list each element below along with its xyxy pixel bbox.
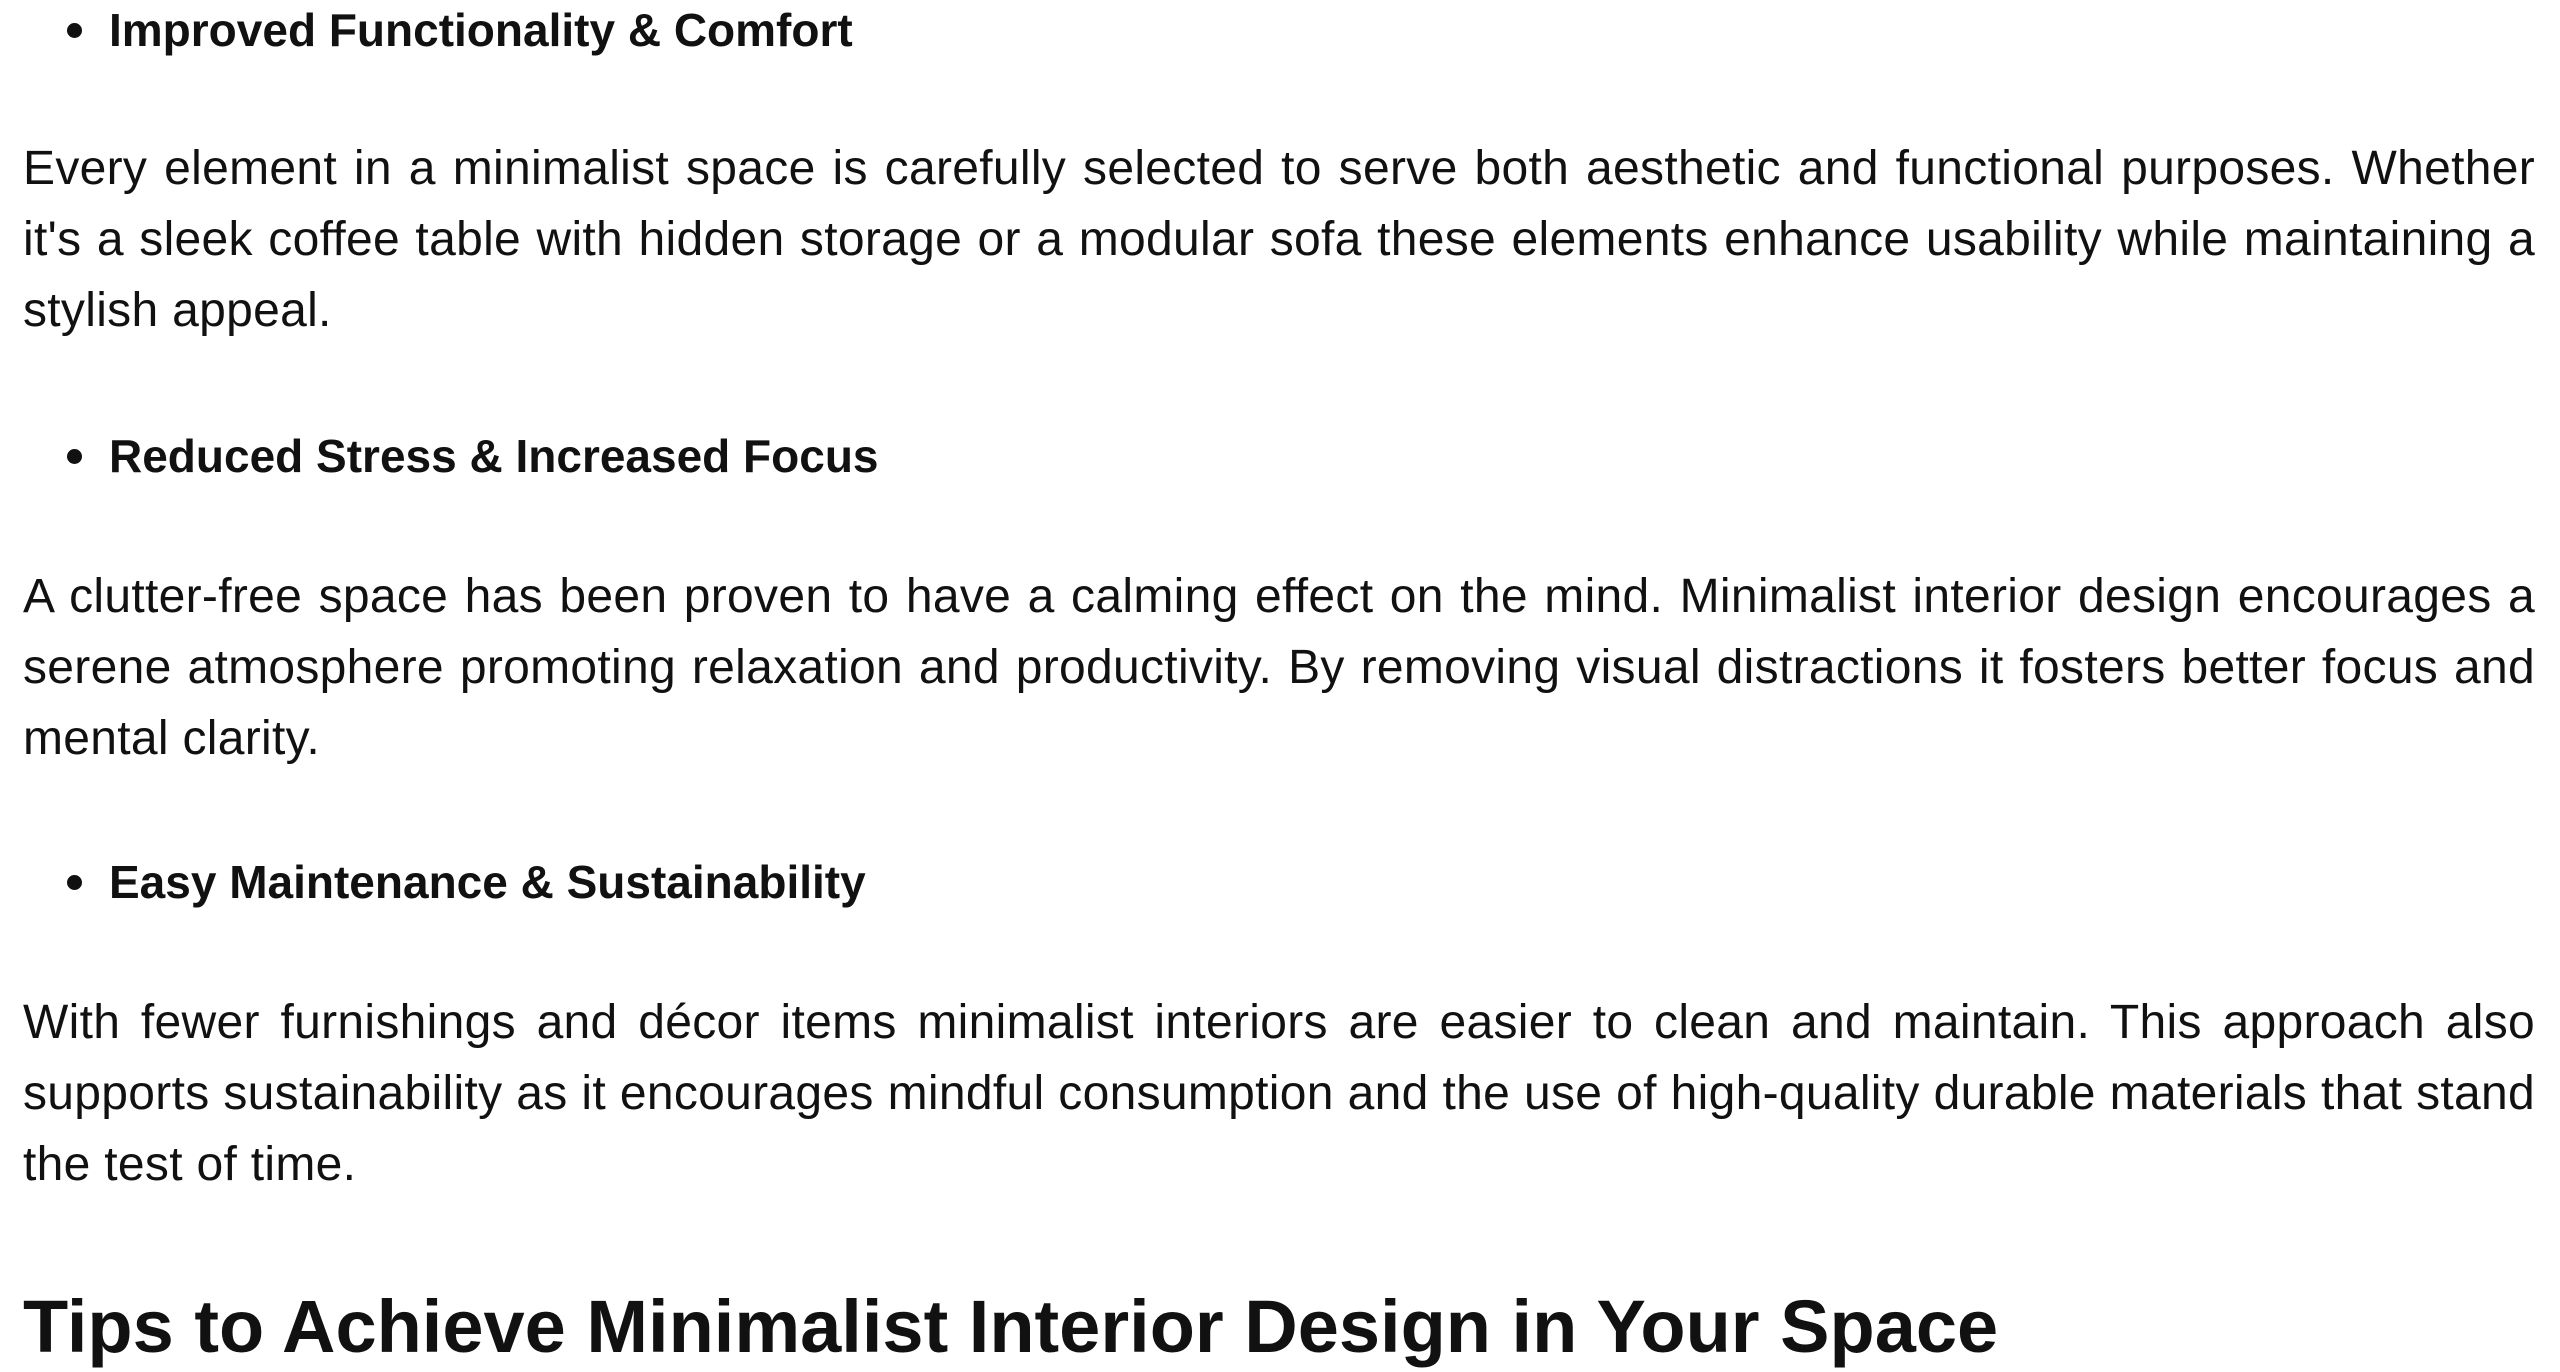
bullet-heading: Easy Maintenance & Sustainability [109, 856, 866, 908]
bullet-heading: Reduced Stress & Increased Focus [109, 430, 879, 482]
bullet-item-sustainability [23, 852, 2535, 912]
paragraph-functionality: Every element in a minimalist space is carefully selected to serve both aesthetic and functional purposes. Whether it's a sleek coffee table with hidden storage or a modular sofa these elements enhance usability while maintaining a stylish appeal. [23, 142, 2535, 337]
bullet-dot-icon [67, 449, 82, 464]
paragraph-sustainability: With fewer furnishings and décor items minimalist interiors are easier to clean and maintain. This approach also supports sustainability as it encourages mindful consumption and the use of high-quality durable materials that stand the test of time. [23, 996, 2535, 1191]
bullet-item-functionality [23, 0, 2535, 60]
paragraph-focus: A clutter-free space has been proven to have a calming effect on the mind. Minimalist interior design encourages a serene atmosphere promoting relaxation and productivity. By removing visual distractions it fosters better focus and mental clarity. [23, 570, 2535, 765]
bullet-heading: Improved Functionality & Comfort [109, 4, 853, 56]
bullet-dot-icon [67, 875, 82, 890]
section-heading: Tips to Achieve Minimalist Interior Design in Your Space [23, 1285, 1999, 1368]
bullet-dot-icon [67, 23, 82, 38]
bullet-item-focus [23, 426, 2535, 486]
